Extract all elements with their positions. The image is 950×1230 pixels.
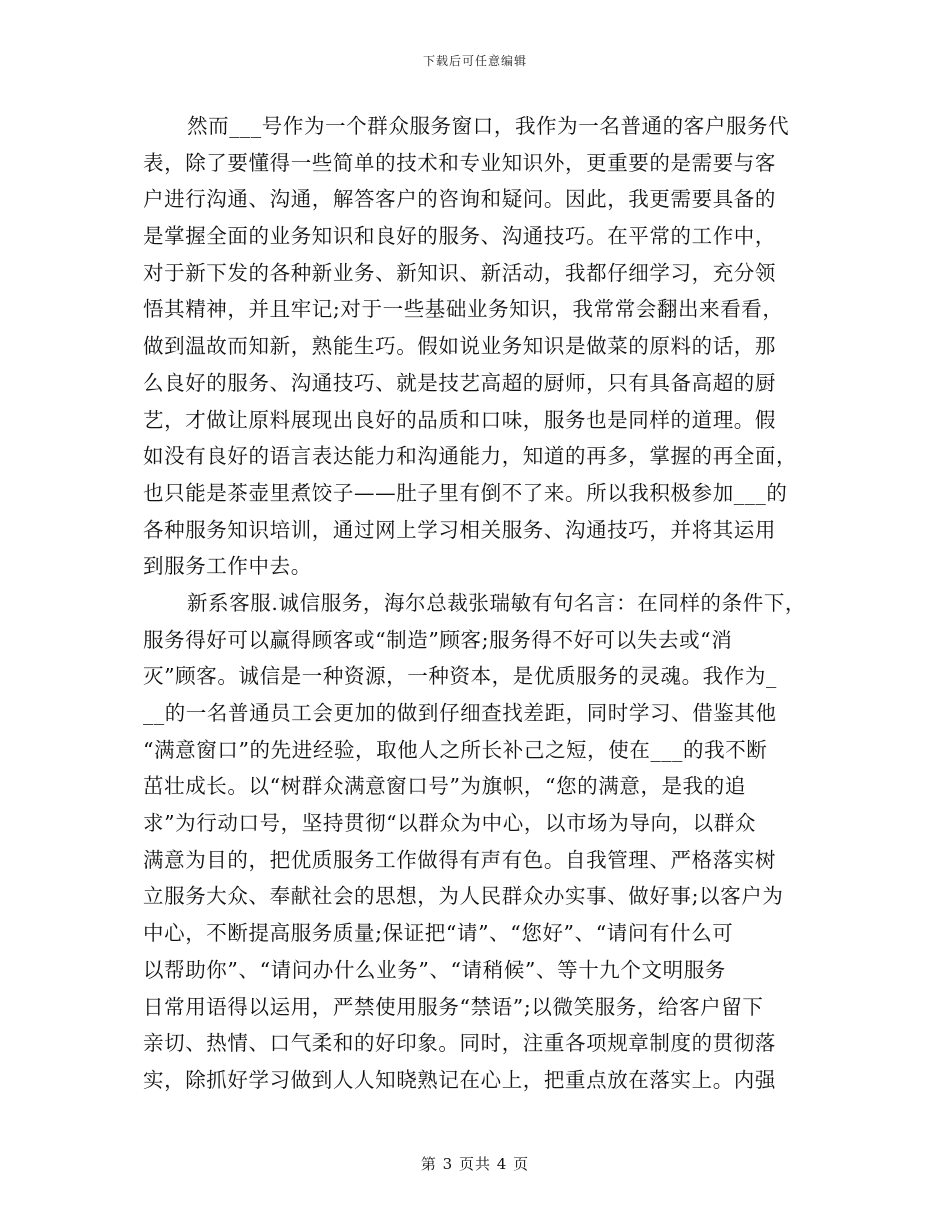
paragraph-1-line: 然而___号作为一个群众服务窗口，我作为一名普通的客户服务代 — [187, 114, 790, 138]
document-body — [143, 108, 807, 1099]
paragraph-1-line: 艺，才做让原料展现出良好的品质和口味，服务也是同样的道理。假 — [143, 407, 776, 432]
paragraph-1-line: 各种服务知识培训，通过网上学习相关服务、沟通技巧，并将其运用 — [143, 517, 776, 542]
paragraph-2-line: 新系客服.诚信服务，海尔总裁张瑞敏有句名言：在同样的条件下， — [187, 590, 807, 615]
paragraph-2-line: 立服务大众、奉献社会的思想，为人民群众办实事、做好事;以客户为 — [143, 884, 784, 909]
paragraph-1-line: 如没有良好的语言表达能力和沟通能力，知道的再多，掌握的再全面， — [143, 444, 798, 469]
paragraph-2-line: 满意为目的，把优质服务工作做得有声有色。自我管理、严格落实树 — [143, 847, 776, 872]
paragraph-2-line: 茁壮成长。以“树群众满意窗口号”为旗帜，“您的满意，是我的追 — [143, 774, 746, 799]
paragraph-2-line: 实，除抓好学习做到人人知晓熟记在心上，把重点放在落实上。内强 — [143, 1067, 776, 1092]
paragraph-2-line: 中心，不断提高服务质量;保证把“请”、“您好”、“请问有什么可 — [143, 921, 734, 946]
paragraph-1-line: 也只能是茶壶里煮饺子——肚子里有倒不了来。所以我积极参加___的 — [143, 480, 788, 505]
paragraph-1-line: 到服务工作中去。 — [143, 554, 312, 579]
paragraph-2-line: 日常用语得以运用，严禁使用服务“禁语”;以微笑服务，给客户留下 — [143, 994, 764, 1019]
page-header: 下载后可任意编辑 — [422, 54, 527, 68]
paragraph-2-line: 亲切、热情、口气柔和的好印象。同时，注重各项规章制度的贯彻落 — [143, 1031, 776, 1056]
paragraph-2-line: 灭”顾客。诚信是一种资源，一种资本，是优质服务的灵魂。我作为_ — [143, 664, 777, 689]
paragraph-1-line: 对于新下发的各种新业务、新知识、新活动，我都仔细学习，充分领 — [143, 260, 776, 285]
paragraph-1-line: 是掌握全面的业务知识和良好的服务、沟通技巧。在平常的工作中， — [143, 224, 776, 249]
paragraph-1-line: 么良好的服务、沟通技巧、就是技艺高超的厨师，只有具备高超的厨 — [143, 370, 776, 395]
paragraph-2-line: “满意窗口”的先进经验，取他人之所长补己之短，使在___的我不断 — [143, 737, 768, 762]
paragraph-2-line: 以帮助你”、“请问办什么业务”、“请稍候”、等十九个文明服务 — [143, 957, 726, 982]
paragraph-2-line: __的一名普通员工会更加的做到仔细查找差距，同时学习、借鉴其他 — [143, 701, 777, 725]
paragraph-1-line: 做到温故而知新，熟能生巧。假如说业务知识是做菜的原料的话，那 — [143, 334, 776, 359]
paragraph-2-line: 服务得好可以赢得顾客或“制造”顾客;服务得不好可以失去或“消 — [143, 627, 733, 652]
paragraph-2-line: 求”为行动口号，坚持贯彻“以群众为中心，以市场为导向，以群众 — [143, 811, 756, 836]
paragraph-1-line: 表，除了要懂得一些简单的技术和专业知识外，更重要的是需要与客 — [143, 150, 776, 175]
paragraph-1-line: 户进行沟通、沟通，解答客户的咨询和疑问。因此，我更需要具备的 — [143, 187, 776, 212]
page-footer: 第 3 页共 4 页 — [420, 1155, 530, 1173]
paragraph-1-line: 悟其精神，并且牢记;对于一些基础业务知识，我常常会翻出来看看， — [143, 297, 784, 322]
